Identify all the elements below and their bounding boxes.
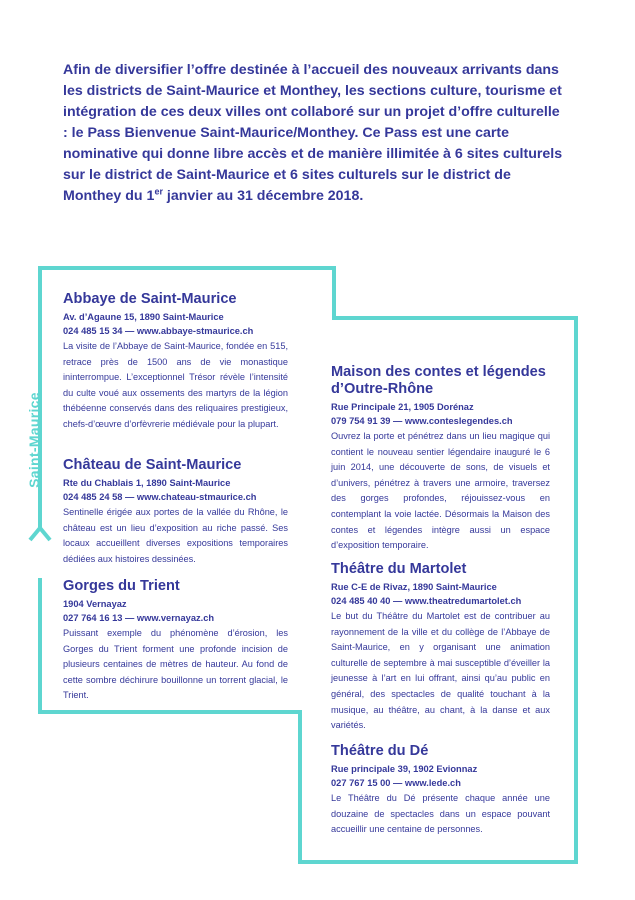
entry-address: Rue C-E de Rivaz, 1890 Saint-Maurice	[331, 582, 497, 592]
arrow-up-icon	[30, 528, 50, 540]
entry-description: Le Théâtre du Dé présente chaque année une douzaine de spectacles dans un espace pouvant accueillir une centaine de personnes.	[331, 793, 550, 835]
entry-description: Puissant exemple du phénomène d’érosion, les Gorges du Trient forment une profonde incision de plusieurs centaines de mètres de hauteur. Au fond de cette sombre déchirure bouillonne un torrent glacial, le Trient.	[63, 628, 288, 701]
entry-chateau	[63, 457, 288, 567]
entry-contact-link[interactable]: 024 485 24 58 — www.chateau-stmaurice.ch	[63, 491, 257, 502]
entry-abbaye	[63, 291, 288, 433]
entry-title: Château de Saint-Maurice	[63, 457, 242, 473]
entry-description: Ouvrez la porte et pénétrez dans un lieu magique qui contient le nouveau sentier légendaire inauguré le 6 juin 2014, une découverte de sons, de visuels et d’univers, pénétrez à travers une armoire, traversez des gorges profondes, réjouissez-vous en contemplant la voie lactée. Désormais la Maison des contes et légendes intègre aussi un espace d’exposition temporaire.	[331, 431, 550, 551]
entry-martolet	[331, 561, 550, 734]
entry-description: Le but du Théâtre du Martolet est de contribuer au rayonnement de la ville et du collège de l’Abbaye de Saint-Maurice, en y organisant une animation culturelle de septembre à mai susceptible d’éveiller la jeunesse à l’art en lui offrant, ainsi qu’au public en général, des spectacles de qualité touchant à la musique, au théâtre, au chant, à la danse et aux variétés.	[331, 611, 550, 731]
entry-contact-link[interactable]: 024 485 40 40 — www.theatredumartolet.ch	[331, 595, 522, 606]
intro-superscript: er	[154, 186, 163, 197]
entry-address: Rue Principale 21, 1905 Dorénaz	[331, 402, 474, 412]
entry-title: Gorges du Trient	[63, 578, 180, 594]
entry-title: Théâtre du Martolet	[331, 561, 467, 577]
intro-text-before: Afin de diversifier l’offre destinée à l’accueil des nouveaux arrivants dans les districts de Saint-Maurice et Monthey, les sections culture, tourisme et intégration de ces deux villes ont collaboré sur un projet d’offre culturelle : le Pass Bienvenue Saint-Maurice/Monthey. Ce Pass est une carte nominative qui donne libre accès et de manière illimitée à 6 sites culturels sur le district de Saint-Maurice et 6 sites culturels sur le district de Monthey du 1	[63, 62, 563, 204]
entry-contact-link[interactable]: 024 485 15 34 — www.abbaye-stmaurice.ch	[63, 325, 254, 336]
saint-maurice-side-label: Saint-Maurice	[26, 392, 42, 488]
entry-contact-link[interactable]: 079 754 91 39 — www.conteslegendes.ch	[331, 415, 513, 426]
entry-address: Rte du Chablais 1, 1890 Saint-Maurice	[63, 478, 231, 488]
entry-description: La visite de l’Abbaye de Saint-Maurice, fondée en 515, retrace près de 1500 ans de vie monastique ininterrompue. L’exceptionnel Trésor révèle l’intensité du culte voué aux ossements des martyrs de la légion thébéenne conservés dans des reliquaires prestigieux, chefs-d’œuvre d’orfèvrerie médiévale pour la plupart.	[63, 341, 288, 429]
entry-maison-contes	[331, 364, 550, 554]
entry-description: Sentinelle érigée aux portes de la vallée du Rhône, le château est un lieu d’exposition au riche passé. Ses locaux accueillent diverses expositions temporaires dédiées aux histoires dessinées.	[63, 507, 288, 564]
entry-address: Rue principale 39, 1902 Evionnaz	[331, 764, 478, 774]
entry-title: Abbaye de Saint-Maurice	[63, 291, 237, 307]
entry-gorges	[63, 578, 288, 704]
entry-address: Av. d’Agaune 15, 1890 Saint-Maurice	[63, 312, 224, 322]
entry-contact-link[interactable]: 027 767 15 00 — www.lede.ch	[331, 777, 461, 788]
entry-address: 1904 Vernayaz	[63, 599, 127, 609]
entry-theatre-de	[331, 743, 550, 838]
intro-text-after: janvier au 31 décembre 2018.	[162, 188, 364, 204]
entry-title: Maison des contes et légendes d’Outre-Rhône	[331, 364, 546, 397]
entry-title: Théâtre du Dé	[331, 743, 429, 759]
entry-contact-link[interactable]: 027 764 16 13 — www.vernayaz.ch	[63, 612, 215, 623]
